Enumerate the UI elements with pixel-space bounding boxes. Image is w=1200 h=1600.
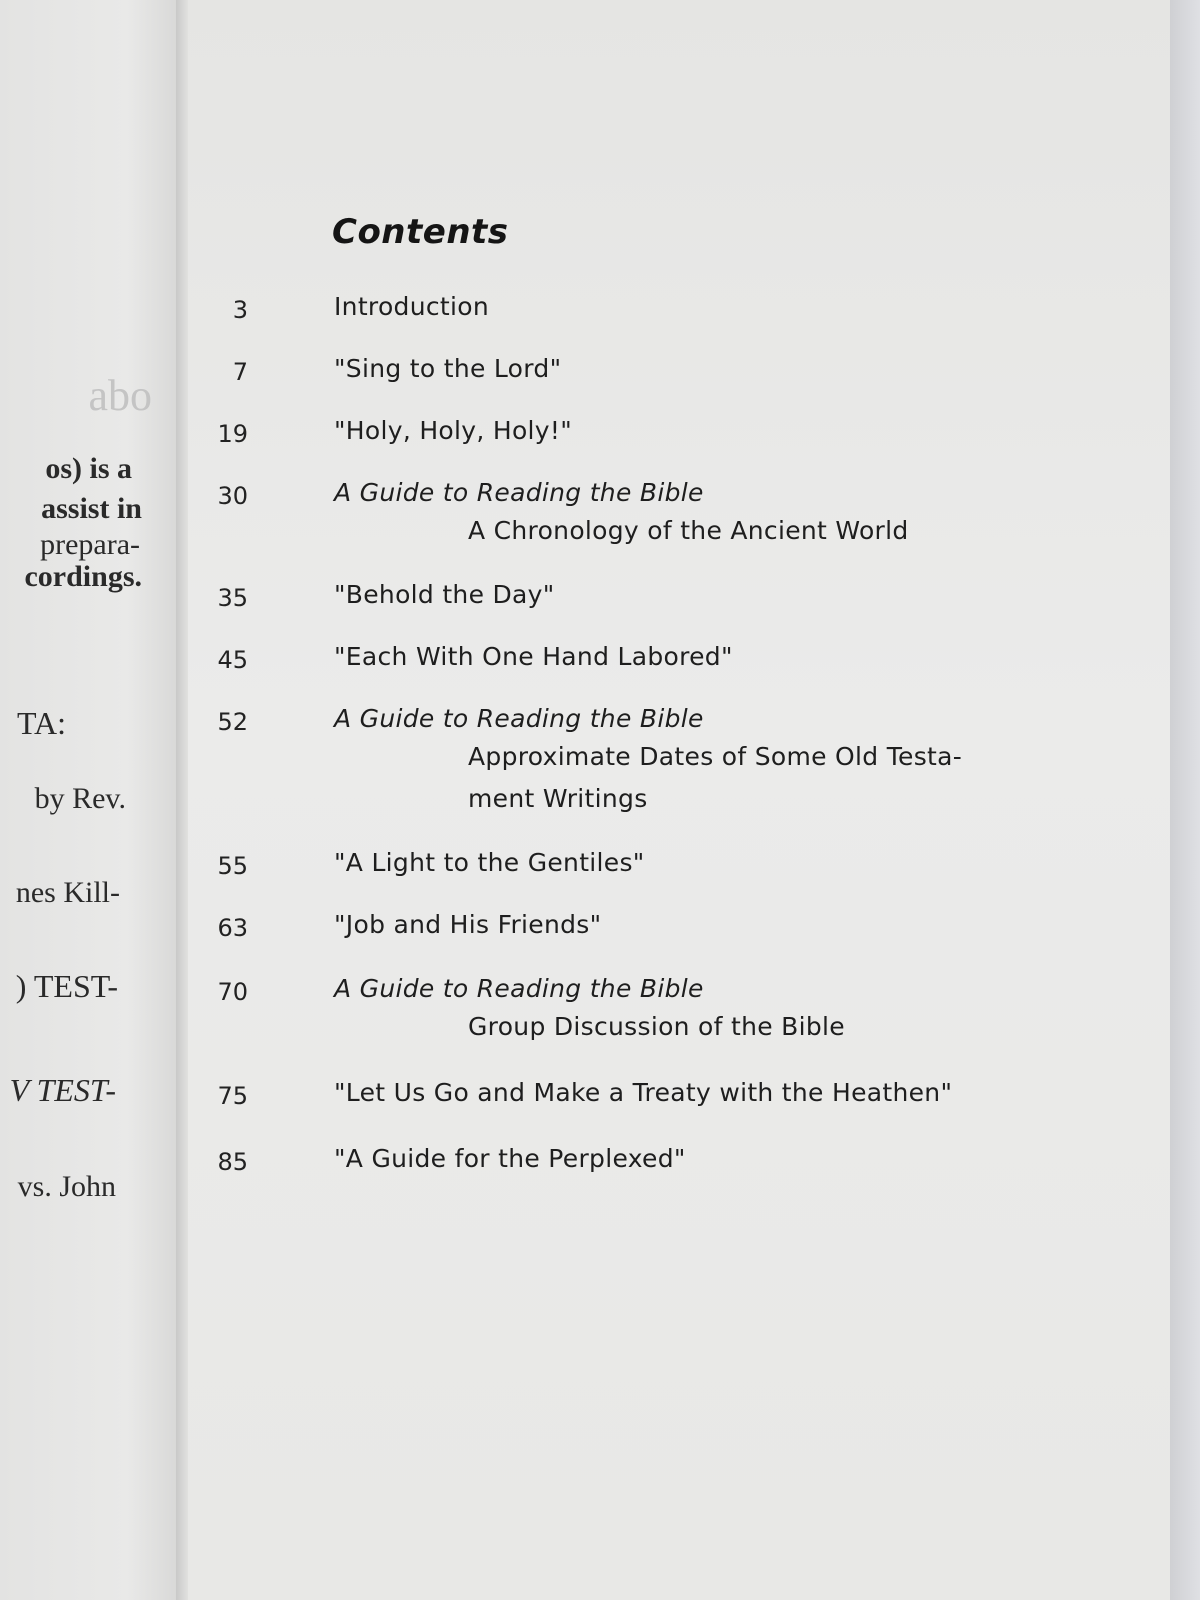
toc-page-number: 19 (217, 420, 248, 448)
left-page-text-line: nes Kill- (15, 876, 120, 909)
toc-page-number: 63 (217, 914, 248, 942)
left-page-text-line: by Rev. (34, 782, 126, 815)
toc-title: "Holy, Holy, Holy!" (334, 416, 573, 445)
toc-title: Introduction (334, 292, 489, 321)
left-page-text-line: cordings. (24, 560, 142, 593)
toc-title: A Guide to Reading the Bible (334, 704, 704, 733)
left-page-text-line: TA: (17, 705, 66, 741)
toc-page-number: 75 (217, 1082, 248, 1110)
toc-title: "Each With One Hand Labored" (334, 642, 733, 671)
toc-title: "Sing to the Lord" (334, 354, 562, 383)
toc-page-number: 45 (217, 646, 248, 674)
page-title: Contents (332, 212, 509, 252)
toc-page-number: 35 (217, 584, 248, 612)
toc-title: "Let Us Go and Make a Treaty with the Heathen" (334, 1078, 953, 1107)
left-page-text-line: vs. John (17, 1170, 116, 1203)
toc-subtitle: ment Writings (468, 784, 648, 813)
toc-subtitle: Approximate Dates of Some Old Testa- (468, 742, 963, 771)
left-page-text-line: assist in (41, 492, 142, 525)
left-page-text-line: prepara- (40, 528, 140, 561)
toc-title: "A Light to the Gentiles" (334, 848, 645, 877)
toc-title: "Behold the Day" (334, 580, 555, 609)
toc-subtitle: Group Discussion of the Bible (468, 1012, 845, 1041)
left-page-text-line: V TEST- (9, 1072, 116, 1108)
left-page (0, 0, 182, 1600)
toc-page-number: 70 (217, 978, 248, 1006)
toc-title: A Guide to Reading the Bible (334, 974, 704, 1003)
left-page-text-line: abo (88, 371, 152, 420)
toc-title: "A Guide for the Perplexed" (334, 1144, 686, 1173)
toc-title: A Guide to Reading the Bible (334, 478, 704, 507)
toc-subtitle: A Chronology of the Ancient World (468, 516, 909, 545)
toc-page-number: 52 (217, 708, 248, 736)
toc-page-number: 55 (217, 852, 248, 880)
left-page-text-line: ) TEST- (15, 968, 118, 1004)
toc-page-number: 30 (217, 482, 248, 510)
toc-page-number: 7 (232, 358, 248, 386)
toc-page-number: 85 (217, 1148, 248, 1176)
toc-title: "Job and His Friends" (334, 910, 602, 939)
toc-page-number: 3 (232, 296, 248, 324)
left-page-text-line: os) is a (45, 452, 132, 485)
book-edge (1170, 0, 1200, 1600)
